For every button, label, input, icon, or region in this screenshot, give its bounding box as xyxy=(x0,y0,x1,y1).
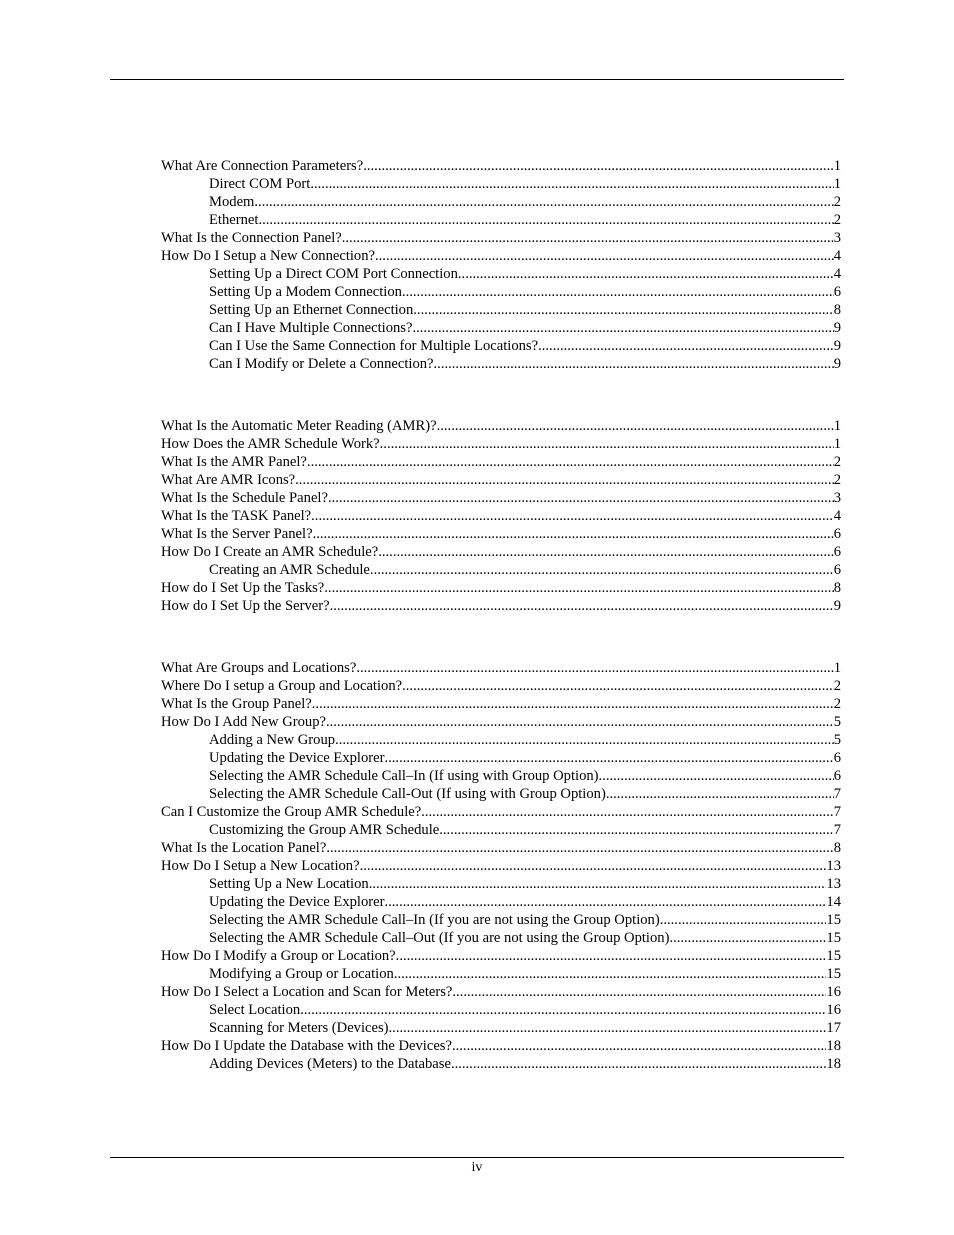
toc-entry-page: 7 xyxy=(833,786,841,802)
toc-entry-title: What Are Connection Parameters? xyxy=(161,158,364,174)
toc-entry-title: Scanning for Meters (Devices) xyxy=(209,1020,389,1036)
toc-entry[interactable] xyxy=(161,659,841,677)
toc-entry[interactable] xyxy=(161,283,841,301)
toc-entry[interactable] xyxy=(161,157,841,175)
dot-leader xyxy=(363,157,833,175)
toc-entry[interactable] xyxy=(161,785,841,803)
toc-entry-title: How Do I Update the Database with the Devices? xyxy=(161,1038,452,1054)
toc-entry-page: 6 xyxy=(833,544,841,560)
toc-entry[interactable] xyxy=(161,355,841,373)
toc-entry[interactable] xyxy=(161,489,841,507)
toc-entry-page: 17 xyxy=(826,1020,841,1036)
toc-entry-page: 8 xyxy=(833,580,841,596)
dot-leader xyxy=(384,749,833,767)
dot-leader xyxy=(434,355,834,373)
dot-leader xyxy=(451,1055,826,1073)
dot-leader xyxy=(326,839,833,857)
toc-entry-page: 7 xyxy=(833,822,841,838)
dot-leader xyxy=(412,319,833,337)
toc-entry-page: 1 xyxy=(833,176,841,192)
dot-leader xyxy=(669,929,826,947)
footer-rule xyxy=(110,1157,844,1158)
toc-entry-title: What Is the Group Panel? xyxy=(161,696,312,712)
dot-leader xyxy=(452,983,826,1001)
dot-leader xyxy=(326,713,834,731)
toc-entry[interactable] xyxy=(161,597,841,615)
dot-leader xyxy=(324,579,833,597)
toc-entry-page: 2 xyxy=(833,454,841,470)
dot-leader xyxy=(437,417,834,435)
toc-entry-title: What Is the Automatic Meter Reading (AMR)? xyxy=(161,418,437,434)
toc-entry-page: 9 xyxy=(833,356,841,372)
toc-entry[interactable] xyxy=(161,857,841,875)
dot-leader xyxy=(439,821,833,839)
toc-entry-page: 1 xyxy=(833,158,841,174)
toc-entry-page: 4 xyxy=(833,508,841,524)
toc-entry-title: How Does the AMR Schedule Work? xyxy=(161,436,380,452)
toc-entry-title: Where Do I setup a Group and Location? xyxy=(161,678,403,694)
toc-entry-title: How Do I Create an AMR Schedule? xyxy=(161,544,379,560)
dot-leader xyxy=(369,875,827,893)
toc-entry-title: How Do I Select a Location and Scan for Meters? xyxy=(161,984,453,1000)
toc-entry[interactable] xyxy=(161,911,841,929)
dot-leader xyxy=(356,659,833,677)
toc-entry-title: Selecting the AMR Schedule Call–In (If you are not using the Group Option) xyxy=(209,912,660,928)
toc-entry-title: Selecting the AMR Schedule Call-Out (If using with Group Option) xyxy=(209,786,606,802)
toc-section-groups-locations xyxy=(161,659,841,1073)
toc-entry[interactable] xyxy=(161,471,841,489)
toc-entry-title: Selecting the AMR Schedule Call–In (If using with Group Option) xyxy=(209,768,599,784)
toc-entry-page: 5 xyxy=(833,714,841,730)
toc-entry-page: 5 xyxy=(833,732,841,748)
toc-entry-title: What Are AMR Icons? xyxy=(161,472,296,488)
toc-entry[interactable] xyxy=(161,1055,841,1073)
dot-leader xyxy=(538,337,834,355)
dot-leader xyxy=(384,893,826,911)
toc-entry-title: Customizing the Group AMR Schedule xyxy=(209,822,440,838)
dot-leader xyxy=(254,193,833,211)
toc-entry-title: What Is the Schedule Panel? xyxy=(161,490,328,506)
toc-entry[interactable] xyxy=(161,453,841,471)
dot-leader xyxy=(389,1019,827,1037)
dot-leader xyxy=(402,677,834,695)
dot-leader xyxy=(312,695,834,713)
toc-entry-page: 15 xyxy=(826,930,841,946)
toc-entry-page: 1 xyxy=(833,418,841,434)
toc-entry-page: 9 xyxy=(833,320,841,336)
page-number: iv xyxy=(471,1160,483,1175)
toc-entry-page: 2 xyxy=(833,678,841,694)
dot-leader xyxy=(421,803,833,821)
toc-entry-title: How do I Set Up the Tasks? xyxy=(161,580,325,596)
toc-entry-page: 4 xyxy=(833,266,841,282)
toc-entry-page: 13 xyxy=(826,876,841,892)
toc-entry-title: What Is the AMR Panel? xyxy=(161,454,307,470)
toc-entry[interactable] xyxy=(161,713,841,731)
toc-entry-title: What Is the TASK Panel? xyxy=(161,508,312,524)
toc-entry-page: 15 xyxy=(826,948,841,964)
toc-entry[interactable] xyxy=(161,417,841,435)
toc-entry-page: 6 xyxy=(833,284,841,300)
dot-leader xyxy=(342,229,834,247)
toc-entry[interactable] xyxy=(161,983,841,1001)
dot-leader xyxy=(258,211,833,229)
dot-leader xyxy=(396,947,827,965)
dot-leader xyxy=(310,175,833,193)
toc-entry-title: Modem xyxy=(209,194,255,210)
toc-entry[interactable] xyxy=(161,561,841,579)
toc-entry-page: 8 xyxy=(833,302,841,318)
toc-entry[interactable] xyxy=(161,839,841,857)
toc-entry-title: Adding a New Group xyxy=(209,732,336,748)
toc-section-amr xyxy=(161,417,841,615)
dot-leader xyxy=(300,1001,826,1019)
dot-leader xyxy=(660,911,827,929)
dot-leader xyxy=(394,965,827,983)
toc-entry[interactable] xyxy=(161,947,841,965)
toc-entry[interactable] xyxy=(161,229,841,247)
toc-entry-page: 1 xyxy=(833,660,841,676)
toc-entry-page: 6 xyxy=(833,526,841,542)
toc-entry-page: 2 xyxy=(833,472,841,488)
toc-entry-title: Adding Devices (Meters) to the Database xyxy=(209,1056,451,1072)
dot-leader xyxy=(370,561,834,579)
toc-entry-page: 13 xyxy=(826,858,841,874)
toc-entry-title: How Do I Modify a Group or Location? xyxy=(161,948,396,964)
dot-leader xyxy=(452,1037,826,1055)
dot-leader xyxy=(295,471,834,489)
toc-entry-title: Setting Up a Modem Connection xyxy=(209,284,402,300)
toc-entry[interactable] xyxy=(161,893,841,911)
dot-leader xyxy=(311,507,834,525)
toc-entry-page: 1 xyxy=(833,436,841,452)
toc-entry-title: Can I Have Multiple Connections? xyxy=(209,320,413,336)
toc-entry[interactable] xyxy=(161,875,841,893)
toc-entry-title: Modifying a Group or Location xyxy=(209,966,394,982)
toc-entry-page: 15 xyxy=(826,912,841,928)
toc-entry[interactable] xyxy=(161,821,841,839)
toc-entry[interactable] xyxy=(161,337,841,355)
toc-entry-title: Ethernet xyxy=(209,212,259,228)
dot-leader xyxy=(458,265,834,283)
toc-entry-page: 8 xyxy=(833,840,841,856)
toc-entry-title: What Is the Connection Panel? xyxy=(161,230,342,246)
dot-leader xyxy=(360,857,827,875)
toc-entry-title: Can I Use the Same Connection for Multiple Locations? xyxy=(209,338,539,354)
toc-entry-title: How do I Set Up the Server? xyxy=(161,598,330,614)
toc-entry[interactable] xyxy=(161,767,841,785)
toc-entry-title: Updating the Device Explorer xyxy=(209,894,385,910)
toc-entry-title: Setting Up an Ethernet Connection xyxy=(209,302,414,318)
toc-entry-page: 9 xyxy=(833,338,841,354)
toc-entry[interactable] xyxy=(161,247,841,265)
toc-entry[interactable] xyxy=(161,507,841,525)
toc-entry-page: 16 xyxy=(826,1002,841,1018)
dot-leader xyxy=(380,435,834,453)
toc-entry[interactable] xyxy=(161,265,841,283)
dot-leader xyxy=(375,247,834,265)
toc-entry[interactable] xyxy=(161,1037,841,1055)
toc-entry-page: 16 xyxy=(826,984,841,1000)
dot-leader xyxy=(330,597,834,615)
toc-entry-page: 18 xyxy=(826,1038,841,1054)
toc-section-connections xyxy=(161,157,841,373)
dot-leader xyxy=(378,543,833,561)
toc-entry[interactable] xyxy=(161,803,841,821)
toc-entry-page: 6 xyxy=(833,562,841,578)
toc-entry-page: 3 xyxy=(833,230,841,246)
toc-entry-title: Setting Up a Direct COM Port Connection xyxy=(209,266,458,282)
dot-leader xyxy=(335,731,834,749)
toc-entry-page: 2 xyxy=(833,212,841,228)
toc-entry-title: How Do I Setup a New Location? xyxy=(161,858,360,874)
toc-entry-page: 6 xyxy=(833,768,841,784)
toc-entry[interactable] xyxy=(161,1001,841,1019)
toc-entry[interactable] xyxy=(161,965,841,983)
toc-entry-title: Setting Up a New Location xyxy=(209,876,369,892)
toc-entry[interactable] xyxy=(161,579,841,597)
toc-entry-title: Can I Customize the Group AMR Schedule? xyxy=(161,804,422,820)
toc-entry[interactable] xyxy=(161,677,841,695)
toc-entry[interactable] xyxy=(161,1019,841,1037)
toc-entry-page: 9 xyxy=(833,598,841,614)
toc-entry-title: Creating an AMR Schedule xyxy=(209,562,370,578)
toc-entry[interactable] xyxy=(161,193,841,211)
toc-entry-page: 7 xyxy=(833,804,841,820)
toc-entry-page: 15 xyxy=(826,966,841,982)
toc-entry[interactable] xyxy=(161,695,841,713)
dot-leader xyxy=(328,489,834,507)
toc-entry[interactable] xyxy=(161,525,841,543)
toc-entry-page: 2 xyxy=(833,194,841,210)
toc-entry[interactable] xyxy=(161,211,841,229)
toc-entry-title: Updating the Device Explorer xyxy=(209,750,385,766)
toc-entry-page: 2 xyxy=(833,696,841,712)
toc-entry[interactable] xyxy=(161,929,841,947)
dot-leader xyxy=(413,301,833,319)
dot-leader xyxy=(307,453,834,471)
toc-entry[interactable] xyxy=(161,301,841,319)
toc-entry-title: What Is the Location Panel? xyxy=(161,840,327,856)
toc-entry-title: How Do I Add New Group? xyxy=(161,714,326,730)
toc-entry-title: Select Location xyxy=(209,1002,301,1018)
dot-leader xyxy=(599,767,834,785)
toc-entry-title: Can I Modify or Delete a Connection? xyxy=(209,356,434,372)
toc-entry-page: 3 xyxy=(833,490,841,506)
dot-leader xyxy=(402,283,834,301)
toc-entry[interactable] xyxy=(161,749,841,767)
toc-entry-title: What Is the Server Panel? xyxy=(161,526,313,542)
toc-entry-page: 18 xyxy=(826,1056,841,1072)
toc-entry[interactable] xyxy=(161,543,841,561)
toc-entry-title: How Do I Setup a New Connection? xyxy=(161,248,375,264)
toc-entry[interactable] xyxy=(161,731,841,749)
toc-entry-title: Selecting the AMR Schedule Call–Out (If you are not using the Group Option) xyxy=(209,930,670,946)
toc-entry-page: 4 xyxy=(833,248,841,264)
toc-entry-page: 14 xyxy=(826,894,841,910)
dot-leader xyxy=(313,525,834,543)
toc-entry[interactable] xyxy=(161,319,841,337)
dot-leader xyxy=(606,785,834,803)
toc-entry-title: What Are Groups and Locations? xyxy=(161,660,357,676)
toc-entry[interactable] xyxy=(161,435,841,453)
toc-entry-title: Direct COM Port xyxy=(209,176,311,192)
toc-entry[interactable] xyxy=(161,175,841,193)
toc-entry-page: 6 xyxy=(833,750,841,766)
header-rule xyxy=(110,79,844,80)
